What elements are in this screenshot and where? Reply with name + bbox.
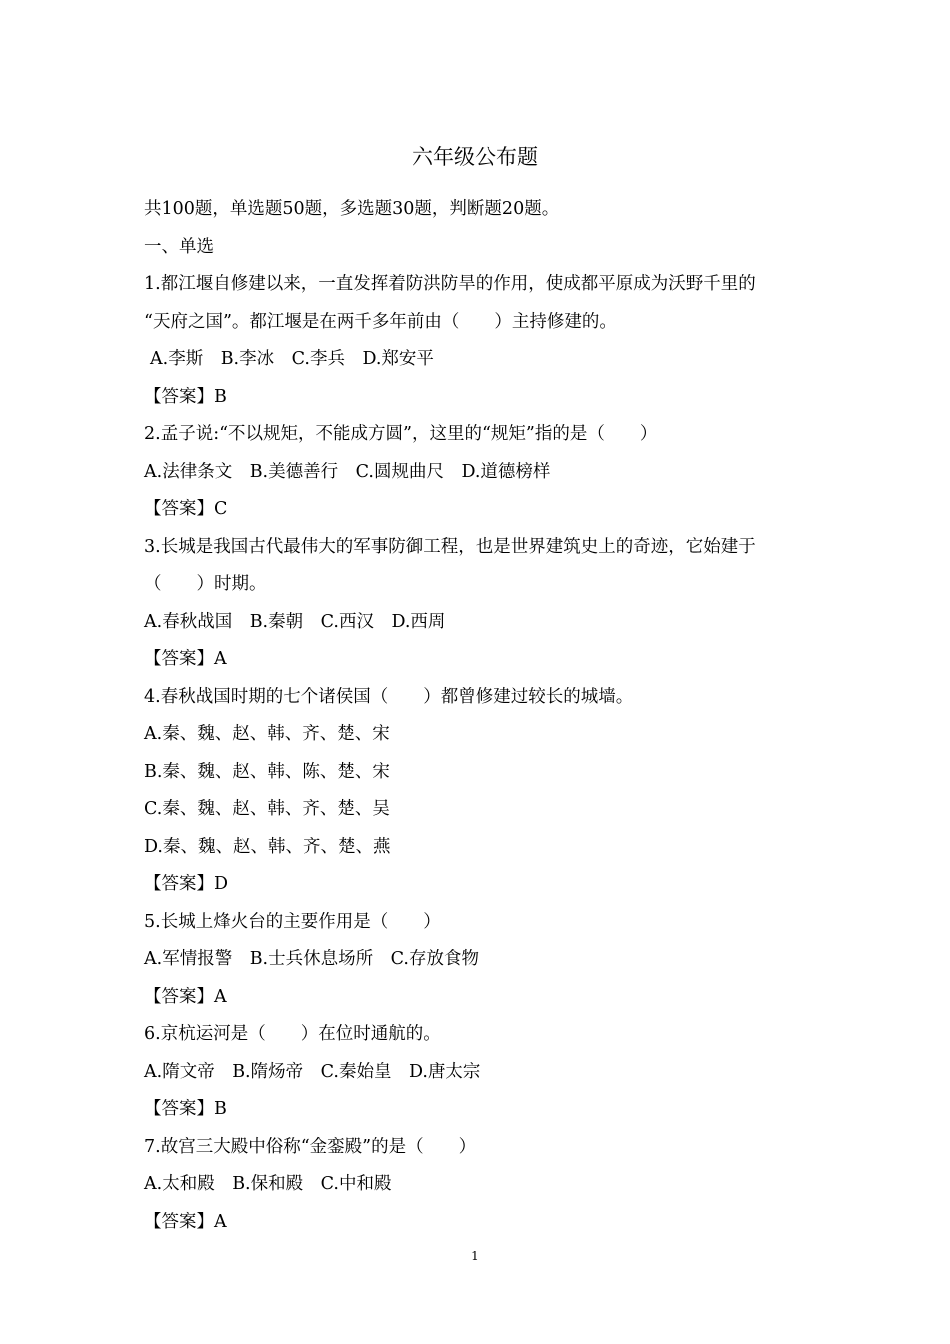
question-options: B.秦、魏、赵、韩、陈、楚、宋 [144, 761, 390, 782]
page-number: 1 [471, 1249, 479, 1263]
question-7 [144, 1129, 814, 1242]
question-answer: 【答案】A [144, 986, 227, 1007]
question-stem: 6.京杭运河是（ ）在位时通航的。 [144, 1024, 441, 1044]
question-stem: 7.故宫三大殿中俗称“金銮殿”的是（ ） [144, 1136, 477, 1157]
question-options: A.春秋战国 B.秦朝 C.西汉 D.西周 [144, 611, 446, 632]
question-stem: “天府之国”。都江堰是在两千多年前由（ ）主持修建的。 [144, 311, 617, 332]
question-answer: 【答案】D [144, 874, 229, 894]
question-answer: 【答案】B [144, 1099, 227, 1119]
question-answer: 【答案】A [144, 649, 227, 669]
question-6 [144, 1016, 814, 1129]
question-options: A.法律条文 B.美德善行 C.圆规曲尺 D.道德榜样 [144, 461, 551, 482]
question-stem: 3.长城是我国古代最伟大的军事防御工程，也是世界建筑史上的奇迹，它始建于 [144, 536, 756, 557]
question-options: A.隋文帝 B.隋炀帝 C.秦始皇 D.唐太宗 [144, 1061, 481, 1082]
intro-text: 共100题，单选题50题，多选题30题，判断题20题。 [144, 199, 560, 219]
question-stem: （ ）时期。 [144, 574, 267, 594]
question-options: D.秦、魏、赵、韩、齐、楚、燕 [144, 836, 391, 857]
question-stem: 2.孟子说:“不以规矩，不能成方圆”，这里的“规矩”指的是（ ） [144, 424, 658, 444]
question-3 [144, 529, 814, 679]
page-title: 六年级公布题 [412, 145, 538, 169]
question-1 [144, 266, 814, 416]
document-body [144, 191, 814, 1241]
question-stem: 5.长城上烽火台的主要作用是（ ） [144, 911, 441, 932]
question-stem: 1.都江堰自修建以来，一直发挥着防洪防旱的作用，使成都平原成为沃野千里的 [144, 274, 756, 294]
question-4 [144, 679, 814, 904]
question-answer: 【答案】A [144, 1211, 227, 1232]
question-2 [144, 416, 814, 529]
question-options: A.军情报警 B.士兵休息场所 C.存放食物 [144, 949, 479, 969]
question-stem: 4.春秋战国时期的七个诸侯国（ ）都曾修建过较长的城墙。 [144, 686, 634, 707]
question-answer: 【答案】C [144, 499, 228, 519]
question-answer: 【答案】B [144, 386, 227, 407]
question-options: A.李斯 B.李冰 C.李兵 D.郑安平 [150, 349, 434, 369]
question-options: C.秦、魏、赵、韩、齐、楚、吴 [144, 799, 390, 819]
question-5 [144, 904, 814, 1017]
section-heading: 一、单选 [144, 236, 214, 257]
question-options: A.太和殿 B.保和殿 C.中和殿 [144, 1174, 392, 1194]
question-options: A.秦、魏、赵、韩、齐、楚、宋 [144, 724, 390, 744]
